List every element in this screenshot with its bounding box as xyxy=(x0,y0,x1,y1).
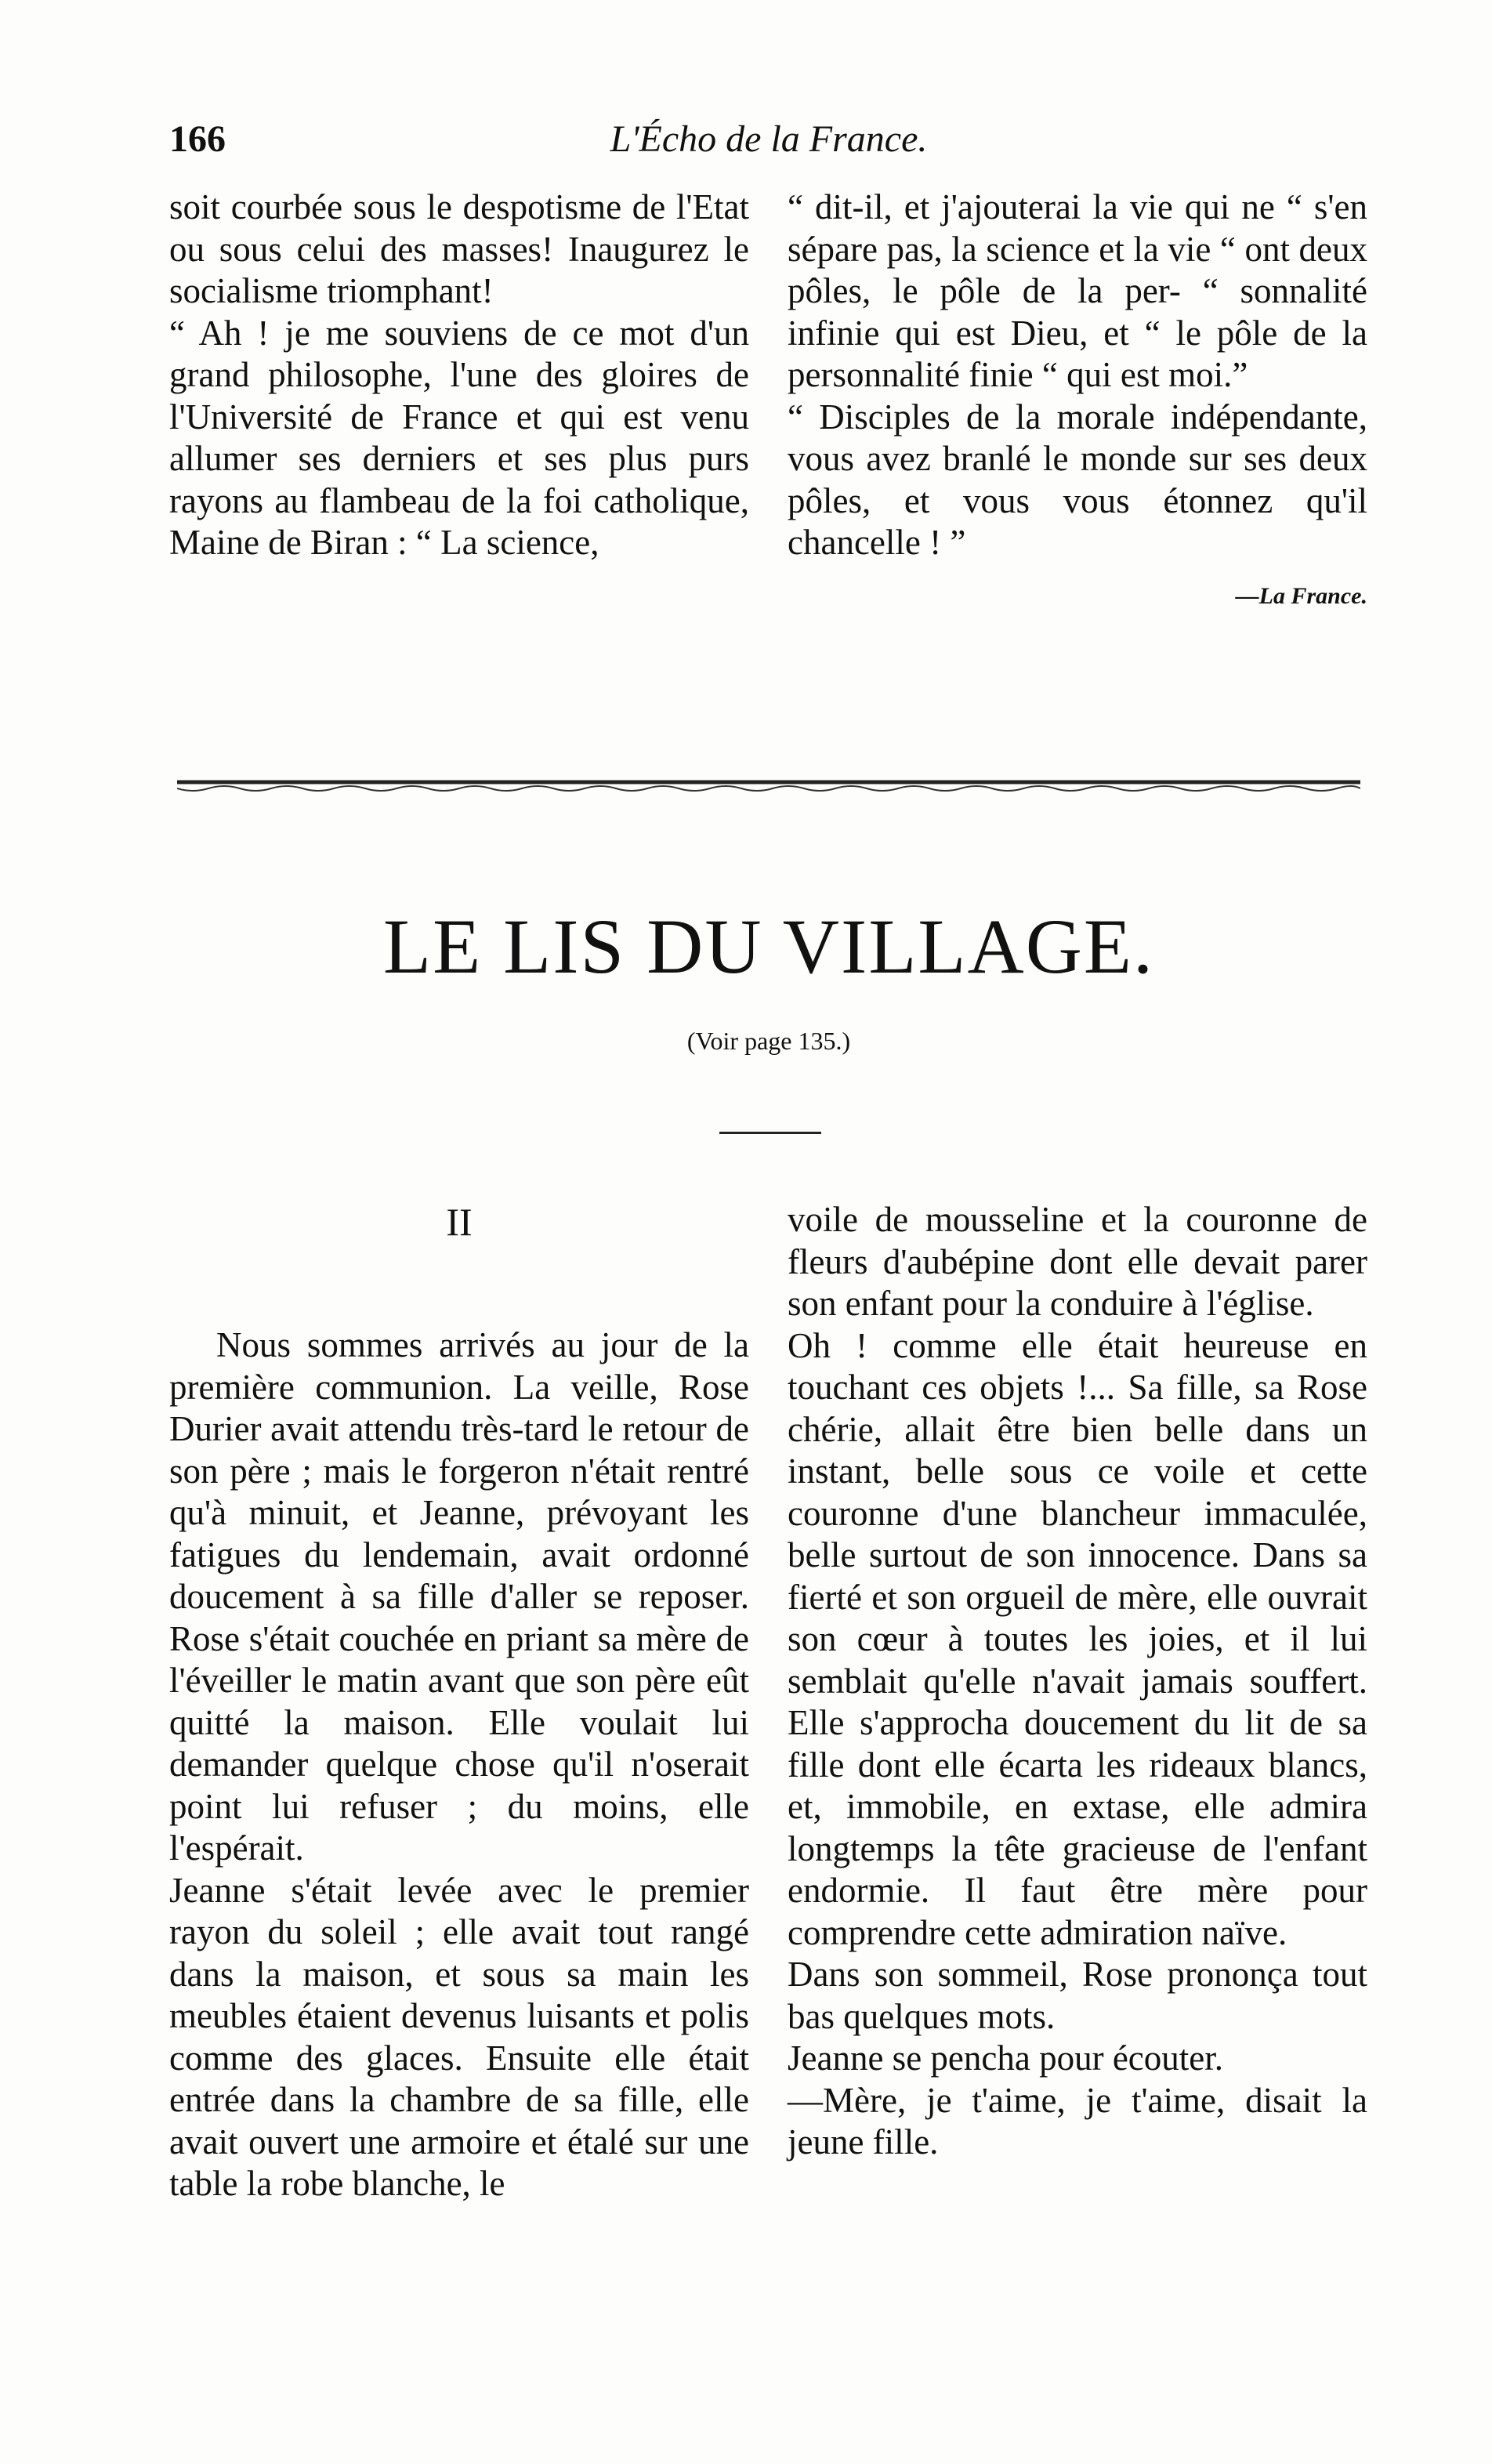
paragraph: “ Ah ! je me souviens de ce mot d'un grand philosophe, l'une des gloires de l'Université de France et qui est venu allumer ses derniers et ses plus purs rayons au flambeau de la foi catholique, Maine de Biran : “ La science, xyxy=(169,313,749,562)
chapter-number: II xyxy=(446,1200,473,1244)
top-right-column xyxy=(788,187,1367,617)
paragraph: Jeanne s'était levée avec le premier rayon du soleil ; elle avait tout rangé dans la maison, et sous sa main les meubles étaient devenus luisants et polis comme des glaces. Ensuite elle était entrée dans la chambre de sa fille, elle avait ouvert une armoire et étalé sur une table la robe blanche, le xyxy=(169,1870,749,2203)
article-subtitle: (Voir page 135.) xyxy=(686,1027,851,1055)
paragraph: Dans son sommeil, Rose prononça tout bas quelques mots. xyxy=(788,1955,1367,2036)
article-title: LE LIS DU VILLAGE. xyxy=(383,903,1154,990)
attribution: —La France. xyxy=(1235,582,1367,609)
paragraph: Oh ! comme elle était heureuse en touchant ces objets !... Sa fille, sa Rose chérie, allait être bien belle dans un instant, belle sous ce voile et cette couronne d'une blancheur immaculée, belle surtout de son innocence. Dans sa fierté et son orgueil de mère, elle ouvrait son cœur à toutes les joies, et il lui semblait qu'elle n'avait jamais souffert. Elle s'approcha doucement du lit de sa fille dont elle écarta les rideaux blancs, et, immobile, en extase, elle admira longtemps la tête gracieuse de l'enfant endormie. Il faut être mère pour comprendre cette admiration naïve. xyxy=(788,1325,1367,1952)
paragraph: “ dit-il, et j'ajouterai la vie qui ne “ s'en sépare pas, la science et la vie “ ont deux pôles, le pôle de la per- “ sonnalité infinie qui est Dieu, et “ le pôle de la personnalité finie “ qui est moi.” xyxy=(788,187,1367,394)
paragraph: voile de mousseline et la couronne de fleurs d'aubépine dont elle devait parer son enfant pour la conduire à l'église. xyxy=(788,1200,1367,1323)
paragraph: Jeanne se pencha pour écouter. xyxy=(788,2038,1223,2078)
article-right-column xyxy=(788,1199,1367,2164)
paragraph: soit courbée sous le despotisme de l'Etat ou sous celui des masses! Inaugurez le socialisme triomphant! xyxy=(169,187,749,310)
running-title: L'Écho de la France. xyxy=(610,118,928,160)
title-rule xyxy=(719,1132,821,1134)
page-header xyxy=(169,118,1368,172)
article-left-column xyxy=(169,1324,749,2205)
page-number: 166 xyxy=(169,118,226,160)
ornamental-divider xyxy=(177,776,1360,799)
paragraph: Nous sommes arrivés au jour de la première communion. La veille, Rose Durier avait attendu très-tard le retour de son père ; mais le forgeron n'était rentré qu'à minuit, et Jeanne, prévoyant les fatigues du lendemain, avait ordonné doucement à sa fille d'aller se reposer. Rose s'était couchée en priant sa mère de l'éveiller le matin avant que son père eût quitté la maison. Elle voulait lui demander quelque chose qu'il n'oserait point lui refuser ; du moins, elle l'espérait. xyxy=(169,1325,749,1868)
paragraph: “ Disciples de la morale indépendante, vous avez branlé le monde sur ses deux pôles, et vous vous étonnez qu'il chancelle ! ” xyxy=(788,397,1367,562)
top-left-column xyxy=(169,187,749,564)
paragraph: —Mère, je t'aime, je t'aime, disait la jeune fille. xyxy=(788,2080,1367,2161)
